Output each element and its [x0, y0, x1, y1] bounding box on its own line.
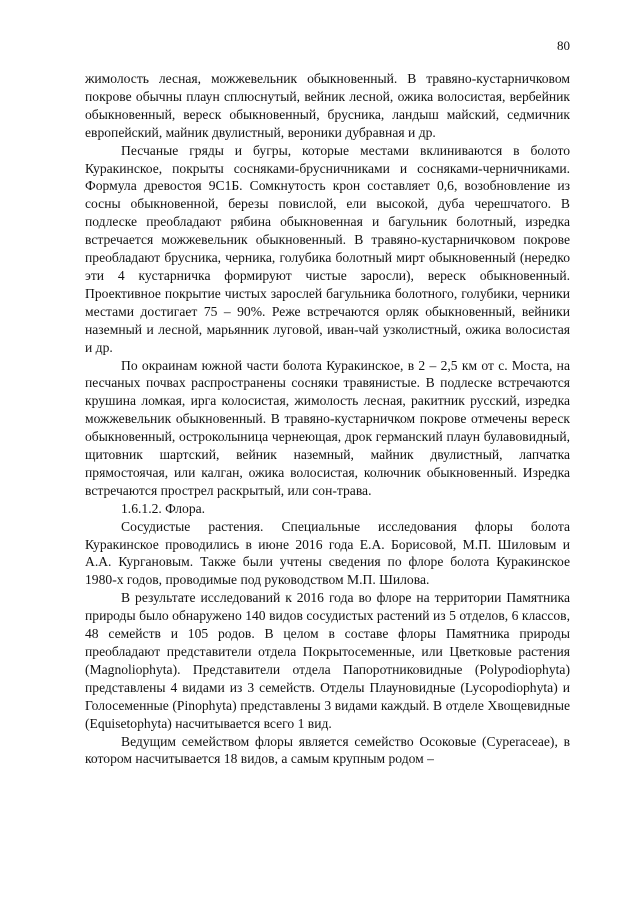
paragraph-vascular-plants: Сосудистые растения. Специальные исследования флоры болота Куракинское проводились в июне 2016 года Е.А. Борисовой, М.П. Шиловым и А.А. Кургановым. Также были учтены сведения по флоре болота Куракинское 1980-х годов, проводимые под руководством М.П. Шилова.: [85, 518, 570, 588]
paragraph-sand-ridges: Песчаные гряды и бугры, которые местами вклиниваются в болото Куракинское, покрыты сосняками-брусничниками и сосняками-черничниками. Формула древостоя 9С1Б. Сомкнутость крон составляет 0,6, возобновление из сосны обыкновенной, березы повислой, ели высокой, дуба черешчатого. В подлеске преобладают рябина обыкновенная и багульник болотный, изредка встречается можжевельник обыкновенный. В травяно-кустарничковом покрове преобладают брусника, черника, голубика болотный мирт обыкновенный (нередко эти 4 кустарничка формируют чистые заросли), вереск обыкновенный. Проективное покрытие чистых зарослей багульника болотного, голубики, черники местами достигает 75 – 90%. Реже встречаются орляк обыкновенный, вейники наземный и лесной, марьянник луговой, иван-чай узколистный, ожика волосистая и др.: [85, 142, 570, 355]
subsection-heading-flora: 1.6.1.2. Флора.: [121, 500, 206, 516]
paragraph-research-results: В результате исследований к 2016 года во флоре на территории Памятника природы было обнаружено 140 видов сосудистых растений из 5 отделов, 6 классов, 48 семейств и 105 родов. В целом в составе флоры Памятника природы преобладают представители отдела Покрытосеменные, или Цветковые растения (Magnoliophyta). Представители отдела Папоротниковидные (Polypodiophyta) представлены 4 видами из 3 семейств. Отделы Плауновидные (Lycopodiophyta) и Голосеменные (Pinophyta) представлены 3 видами каждый. В отделе Хвощевидные (Equisetophyta) насчитывается всего 1 вид.: [85, 590, 570, 731]
document-body: [85, 70, 570, 768]
page-number: 80: [557, 38, 570, 53]
paragraph-leading-family: Ведущим семейством флоры является семейство Осоковые (Cyperaceae), в котором насчитывается 18 видов, а самым крупным родом –: [85, 733, 570, 767]
paragraph-forest-shrubs: жимолость лесная, можжевельник обыкновенный. В травяно-кустарничковом покрове обычны плаун сплюснутый, вейник лесной, ожика волосистая, вербейник обыкновенный, вереск обыкновенный, брусника, ландыш майский, седмичник европейский, майник двулистный, вероники дубравная и др.: [85, 71, 570, 140]
paragraph-southern-edges: По окраинам южной части болота Куракинское, в 2 – 2,5 км от с. Моста, на песчаных почвах распространены сосняки травянистые. В подлеске встречаются крушина ломкая, ирга колосистая, жимолость лесная, ракитник русский, изредка можжевельник обыкновенный. В травяно-кустарничком покрове отмечены вереск обыкновенный, остроколыница чернеющая, дрок германский плаун булавовидный, щитовник шартский, вейник наземный, майник двулистный, лапчатка прямостоячая, или калган, ожика волосистая, колючник обыкновенный. Изредка встречаются прострел раскрытый, или сон-трава.: [85, 357, 570, 498]
